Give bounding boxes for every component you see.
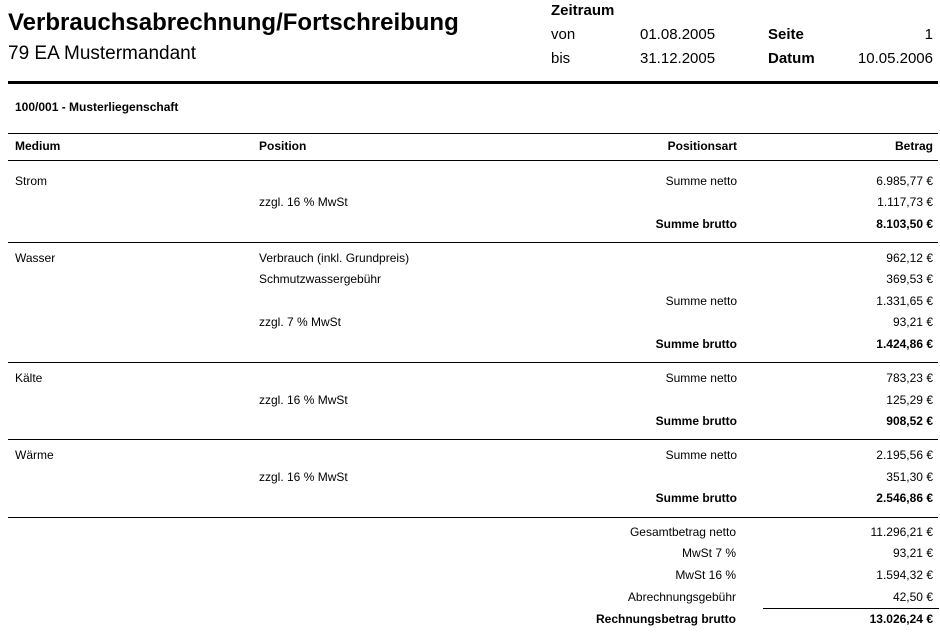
group-separator: [8, 242, 938, 243]
row-positionsart: Summe netto: [665, 371, 737, 385]
row-positionsart: Summe brutto: [655, 217, 737, 231]
col-header-position: Position: [259, 139, 307, 153]
row-position: Verbrauch (inkl. Grundpreis): [259, 251, 410, 265]
row-betrag: 908,52 €: [886, 414, 933, 428]
total-value: 1.594,32 €: [876, 568, 933, 582]
total-label: Rechnungsbetrag brutto: [596, 612, 736, 626]
row-positionsart: Summe netto: [665, 294, 737, 308]
print-date: 10.05.2006: [857, 50, 933, 67]
row-betrag: 8.103,50 €: [876, 217, 933, 231]
row-medium: Wärme: [15, 448, 54, 462]
col-header-betrag: Betrag: [894, 139, 933, 153]
zeitraum-label: Zeitraum: [551, 2, 615, 19]
row-positionsart: Summe brutto: [655, 491, 737, 505]
total-value: 93,21 €: [892, 546, 933, 560]
header-divider: [8, 81, 938, 84]
col-header-positionsart: Positionsart: [667, 139, 737, 153]
row-betrag: 1.331,65 €: [876, 294, 933, 308]
von-date: 01.08.2005: [640, 26, 716, 43]
row-medium: Kälte: [15, 371, 43, 385]
client-name: 79 EA Mustermandant: [8, 43, 196, 64]
row-betrag: 1.424,86 €: [876, 337, 933, 351]
total-label: MwSt 7 %: [681, 546, 736, 560]
row-betrag: 783,23 €: [886, 371, 933, 385]
row-betrag: 1.117,73 €: [877, 195, 933, 209]
row-position: zzgl. 16 % MwSt: [259, 393, 348, 407]
total-value: 13.026,24 €: [869, 612, 933, 626]
row-medium: Wasser: [15, 251, 56, 265]
col-header-medium: Medium: [15, 139, 61, 153]
totals-separator: [8, 517, 938, 518]
seite-label: Seite: [768, 26, 804, 43]
row-positionsart: Summe brutto: [655, 337, 737, 351]
row-betrag: 351,30 €: [886, 470, 933, 484]
total-label: Gesamtbetrag netto: [629, 525, 736, 539]
row-position: zzgl. 16 % MwSt: [259, 195, 348, 209]
total-label: MwSt 16 %: [675, 568, 736, 582]
page-number: 1: [924, 26, 933, 43]
table-top-rule: [8, 133, 938, 134]
row-betrag: 125,29 €: [886, 393, 933, 407]
total-value: 42,50 €: [892, 590, 933, 604]
row-position: Schmutzwassergebühr: [259, 272, 382, 286]
group-separator: [8, 439, 938, 440]
bis-label: bis: [551, 50, 571, 67]
total-value: 11.296,21 €: [870, 525, 933, 539]
row-positionsart: Summe netto: [665, 448, 737, 462]
row-betrag: 369,53 €: [886, 272, 933, 286]
row-position: zzgl. 7 % MwSt: [259, 315, 342, 329]
report-title: Verbrauchsabrechnung/Fortschreibung: [8, 9, 459, 36]
group-separator: [8, 362, 938, 363]
datum-label: Datum: [768, 50, 815, 67]
row-betrag: 2.546,86 €: [876, 491, 933, 505]
row-betrag: 2.195,56 €: [876, 448, 933, 462]
table-header-rule: [8, 160, 938, 161]
bis-date: 31.12.2005: [640, 50, 716, 67]
row-betrag: 93,21 €: [892, 315, 933, 329]
property-heading: 100/001 - Musterliegenschaft: [15, 100, 179, 114]
total-label: Abrechnungsgebühr: [627, 590, 736, 604]
von-label: von: [551, 26, 576, 43]
row-positionsart: Summe brutto: [655, 414, 737, 428]
total-underline: [763, 608, 939, 609]
row-medium: Strom: [15, 174, 48, 188]
row-positionsart: Summe netto: [665, 174, 737, 188]
row-position: zzgl. 16 % MwSt: [259, 470, 348, 484]
row-betrag: 6.985,77 €: [876, 174, 933, 188]
row-betrag: 962,12 €: [886, 251, 933, 265]
